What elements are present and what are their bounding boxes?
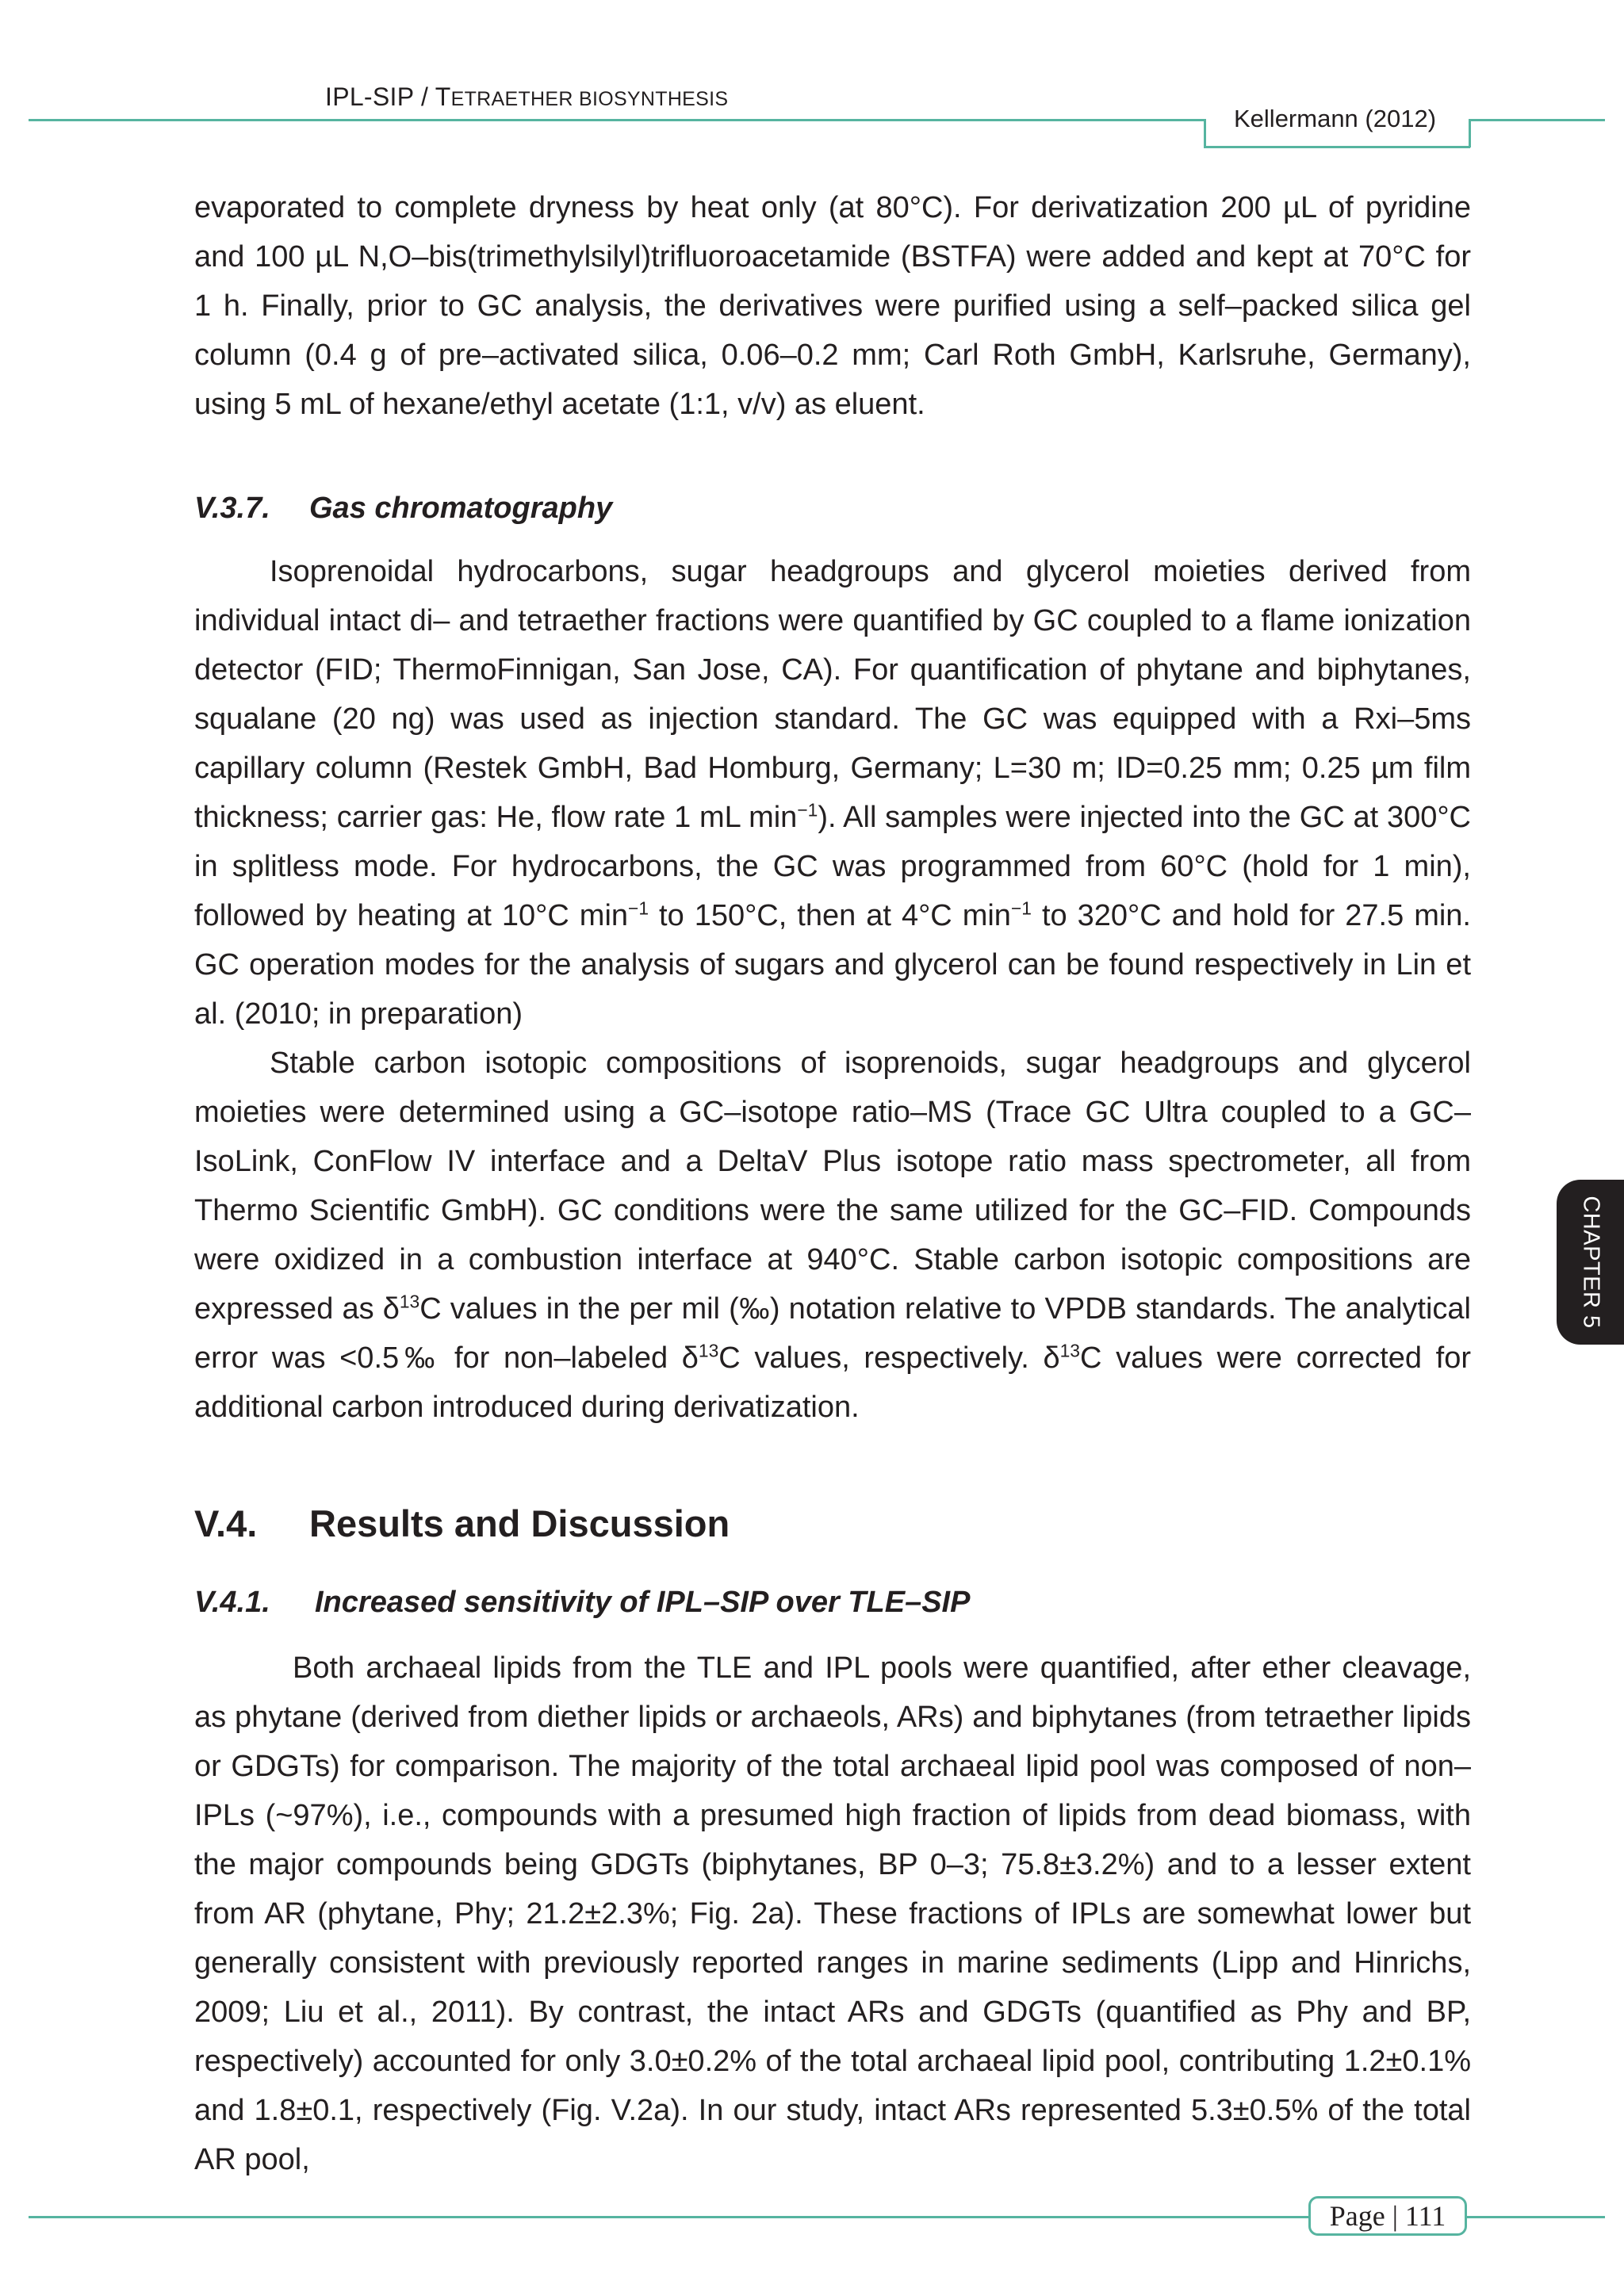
paragraph-archaeal-lipids: Both archaeal lipids from the TLE and IPL pools were quantified, after ether cleavage, as phytane (derived from diether lipids or archaeols, ARs) and biphytanes (from tetraether lipids or GDGTs) for comparison. The majority of the total archaeal lipid pool was composed of non–IPLs (~97%), i.e., compounds with a presumed high fraction of lipids from dead biomass, with the major compounds being GDGTs (biphytanes, BP 0–3; 75.8±3.2%) and to a lesser extent from AR (phytane, Phy; 21.2±2.3%; Fig. 2a). These fractions of IPLs are somewhat lower but generally consistent with previously reported ranges in marine sediments (Lipp and Hinrichs, 2009; Liu et al., 2011). By contrast, the intact ARs and GDGTs (quantified as Phy and BP, respectively) accounted for only 3.0±0.2% of the total archaeal lipid pool, contributing 1.2±0.1% and 1.8±0.1, respectively (Fig. V.2a). In our study, intact ARs represented 5.3±0.5% of the total AR pool, bbox=[194, 1651, 1471, 2176]
section-heading-gas-chromatography bbox=[194, 493, 612, 523]
section-body-increased-sensitivity bbox=[194, 1644, 1471, 2184]
header-rule-left bbox=[29, 119, 1205, 121]
section-title: Gas chromatography bbox=[309, 492, 613, 525]
paragraph-quantification: Isoprenoidal hydrocarbons, sugar headgroups and glycerol moieties derived from individual intact di– and tetraether fractions were quantified by GC coupled to a flame ionization detector (FID; ThermoFinnigan, San Jose, CA). For quantification of phytane and biphytanes, squalane (20 ng) was used as injection standard. The GC was equipped with a Rxi–5ms capillary column (Restek GmbH, Bad Homburg, Germany; L=30 m; ID=0.25 mm; 0.25 µm film thickness; carrier gas: He, flow rate 1 mL $\min^{-1}$). All samples were injected into the GC at 300°C in splitless mode. For hydrocarbons, the GC was programmed from 60°C (hold for 1 min), followed by heating at 10°C $\min^{-1}$ to 150°C, then at 4°C $\min^{-1}$ to 320°C and hold for 27.5 min. GC operation modes for the analysis of sugars and glycerol can be found respectively in Lin et al. (2010; in preparation) bbox=[194, 555, 1472, 1031]
page-number-box bbox=[1308, 2196, 1467, 2236]
header-rule-under-author bbox=[1204, 146, 1470, 148]
section-number: V.3.7. bbox=[194, 492, 270, 525]
section-title: Results and Discussion bbox=[309, 1502, 730, 1544]
header-rule-right bbox=[1469, 119, 1605, 121]
section-heading-increased-sensitivity bbox=[194, 1587, 970, 1617]
paragraph-derivatization bbox=[194, 183, 1471, 429]
chapter-tab bbox=[1557, 1180, 1624, 1345]
section-heading-results-and-discussion bbox=[194, 1502, 730, 1544]
header-rule-tick-right bbox=[1469, 119, 1471, 147]
paragraph-text: evaporated to complete dryness by heat only (at 80°C). For derivatization 200 µL of pyridine and 100 µL N,O–bis(trimethylsilyl)trifluoroacetamide (BSTFA) were added and kept at 70°C for 1 h. Finally, prior to GC analysis, the derivatives were purified using a self–packed silica gel column (0.4 g of pre–activated silica, 0.06–0.2 mm; Carl Roth GmbH, Karlsruhe, Germany), using 5 mL of hexane/ethyl acetate (1:1, v/v) as eluent. bbox=[194, 191, 1471, 421]
header-rule-tick-left bbox=[1204, 119, 1206, 147]
section-body-gas-chromatography bbox=[194, 547, 1471, 1432]
page-number: Page | 111 bbox=[1329, 2200, 1446, 2232]
section-number: V.4.1. bbox=[194, 1586, 270, 1619]
running-header-author: Kellermann (2012) bbox=[1234, 105, 1437, 132]
section-number: V.4. bbox=[194, 1502, 258, 1544]
paragraph-isotopic-compositions: Stable carbon isotopic compositions of isoprenoids, sugar headgroups and glycerol moieties were determined using a GC–isotope ratio–MS (Trace GC Ultra coupled to a GC–IsoLink, ConFlow IV interface and a DeltaV Plus isotope ratio mass spectrometer, all from Thermo Scientific GmbH). GC conditions were the same utilized for the GC–FID. Compounds were oxidized in a combustion interface at 940°C. Stable carbon isotopic compositions are expressed as $\delta^{13}C$ values in the per mil (‰) notation relative to VPDB standards. The analytical error was <0.5‰ for non–labeled $\delta^{13}C$ values, respectively. $\delta^{13}C$ values were corrected for additional carbon introduced during derivatization. bbox=[194, 1047, 1471, 1424]
running-header-title: IPL-SIP / TETRAETHER BIOSYNTHESIS bbox=[325, 82, 729, 111]
chapter-label: CHAPTER 5 bbox=[1578, 1196, 1603, 1329]
section-title: Increased sensitivity of IPL–SIP over TLE–SIP bbox=[315, 1586, 971, 1619]
